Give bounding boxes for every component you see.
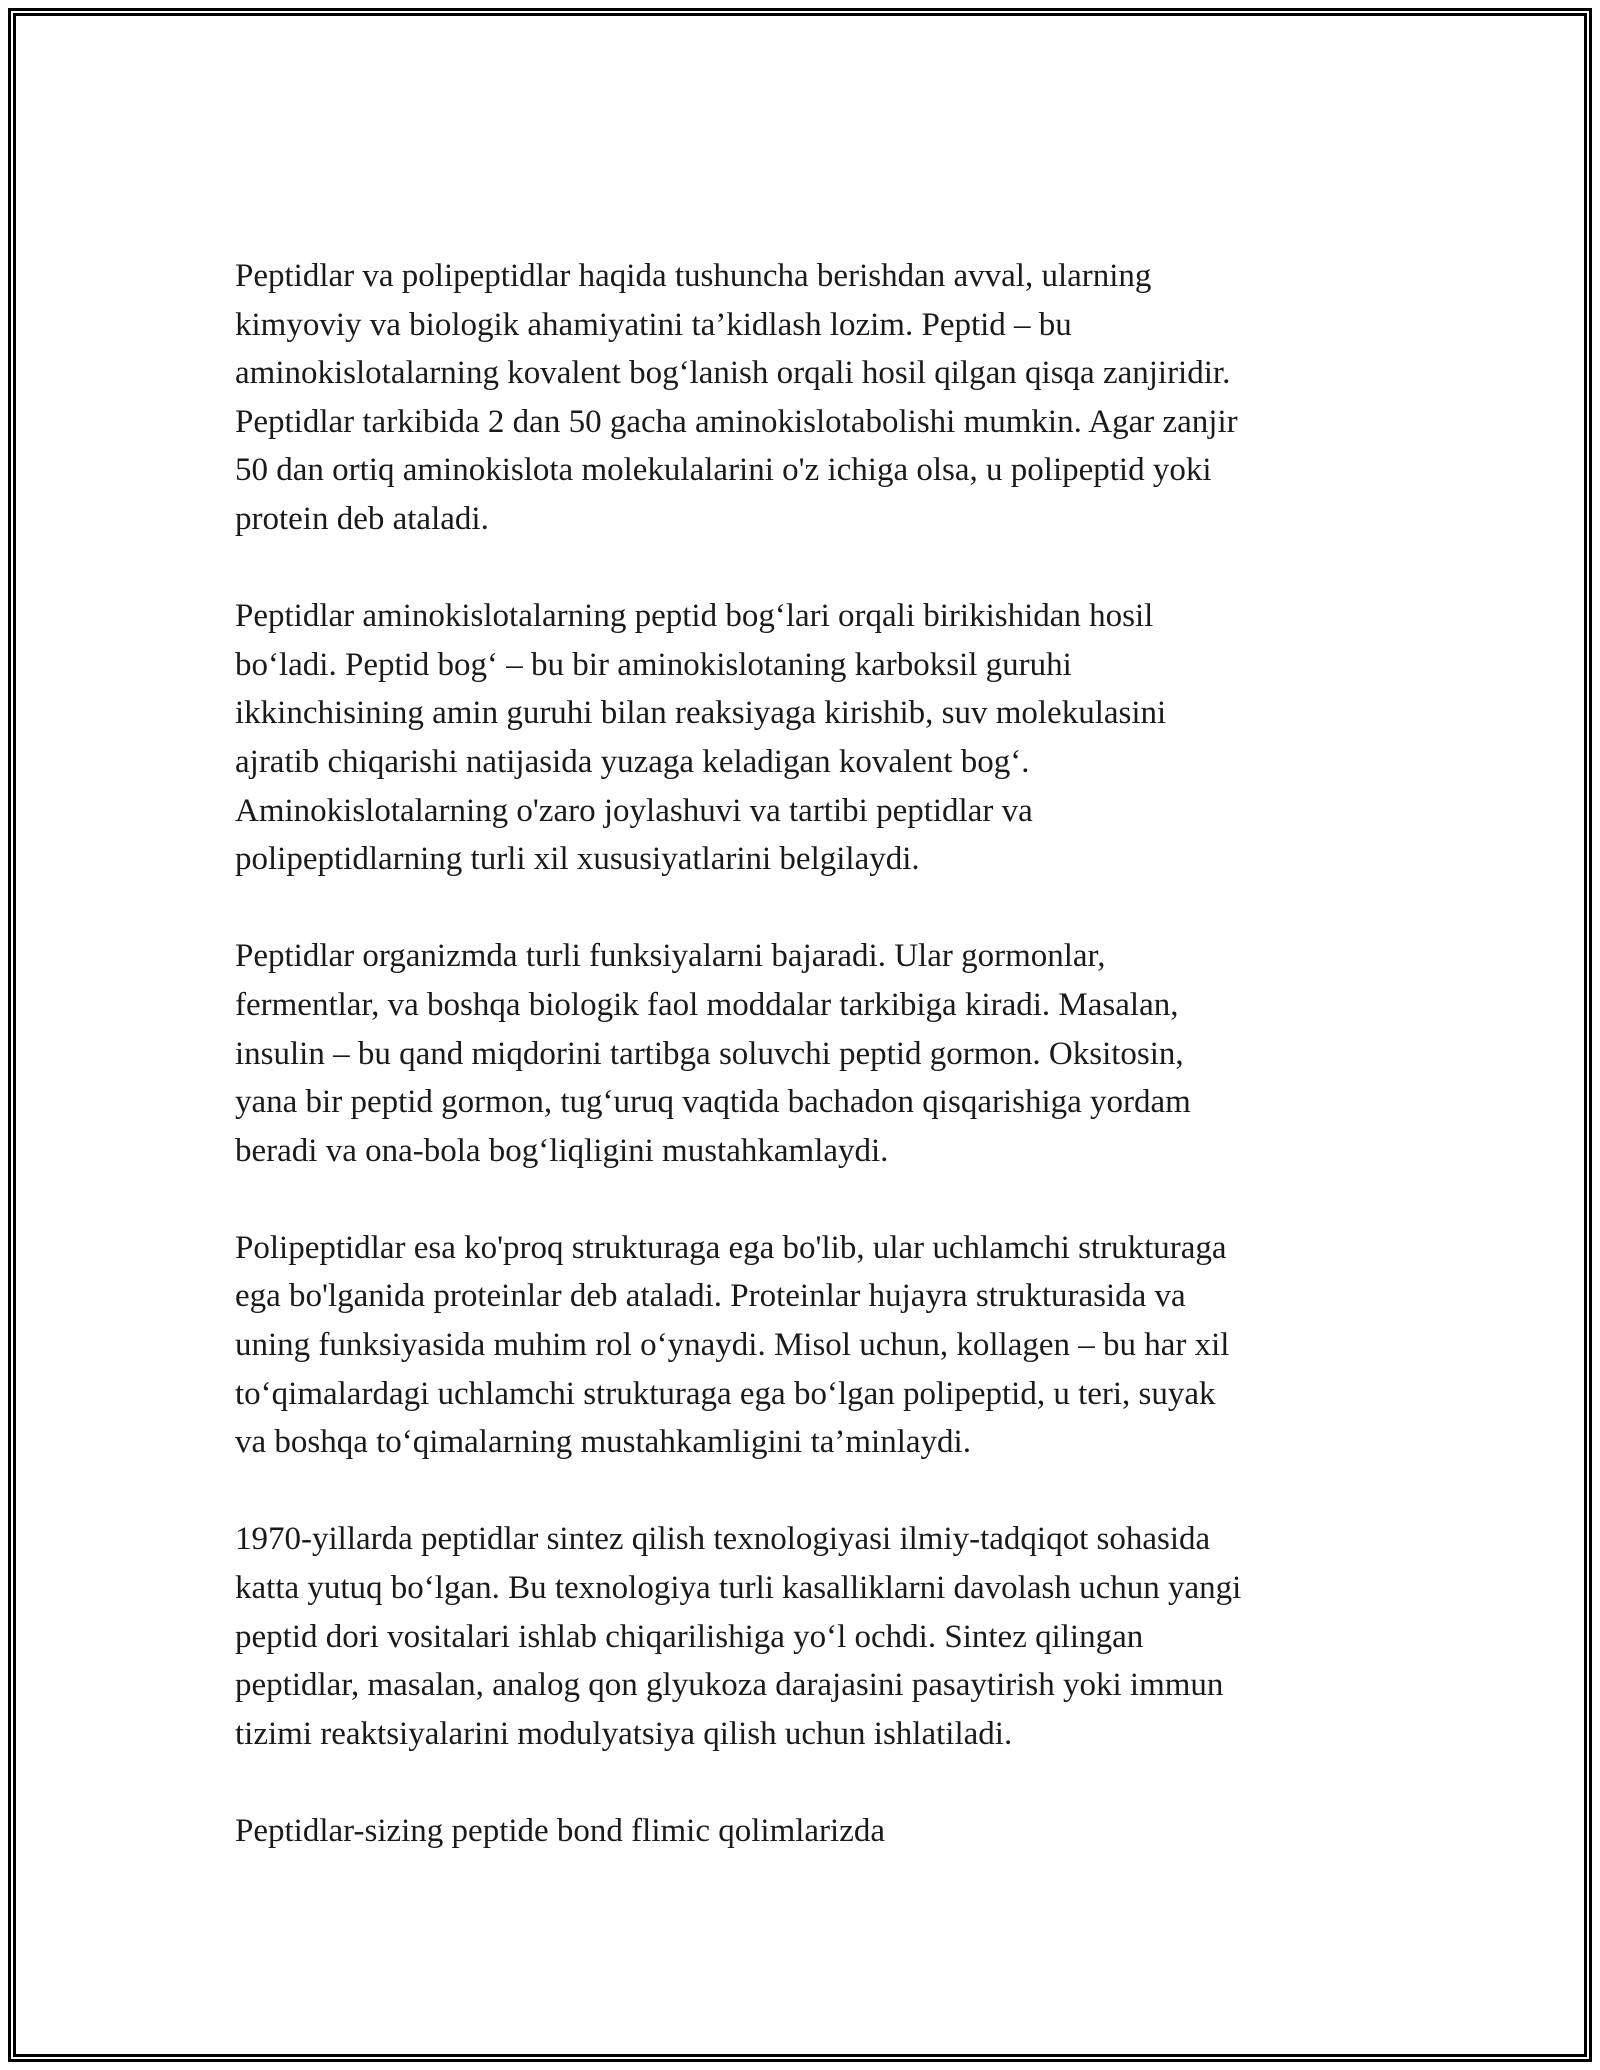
text-line: kimyoviy va biologik ahamiyatini ta’kidlash lozim. Peptid – bu <box>235 306 1072 343</box>
text-line: peptid dori vositalari ishlab chiqarilishiga yo‘l ochdi. Sintez qilingan <box>235 1618 1144 1655</box>
text-line: beradi va ona-bola bog‘liqligini mustahkamlaydi. <box>235 1132 889 1169</box>
text-line: peptidlar, masalan, analog qon glyukoza darajasini pasaytirish yoki immun <box>235 1667 1224 1704</box>
text-line: polipeptidlarning turli xil xususiyatlarini belgilaydi. <box>235 841 920 878</box>
text-line: Peptidlar organizmda turli funksiyalarni bajaradi. Ular gormonlar, <box>235 938 1106 975</box>
text-line: ega bo'lganida proteinlar deb ataladi. Proteinlar hujayra strukturasida va <box>235 1278 1186 1315</box>
text-line: Peptidlar-sizing peptide bond flimic qolimlarizda <box>235 1813 886 1849</box>
paragraph-6 <box>235 1807 1365 1856</box>
text-line: tizimi reaktsiyalarini modulyatsiya qilish uchun ishlatiladi. <box>235 1715 1013 1752</box>
text-line: Peptidlar tarkibida 2 dan 50 gacha aminokislotabolishi mumkin. Agar zanjir <box>235 403 1238 440</box>
text-line: Peptidlar va polipeptidlar haqida tushuncha berishdan avval, ularning <box>235 258 1152 294</box>
document-body <box>235 252 1365 1904</box>
paragraph-2 <box>235 592 1365 884</box>
text-line: 1970-yillarda peptidlar sintez qilish texnologiyasi ilmiy-tadqiqot sohasida <box>235 1521 1211 1558</box>
text-line: insulin – bu qand miqdorini tartibga soluvchi peptid gormon. Oksitosin, <box>235 1035 1184 1072</box>
text-line: to‘qimalardagi uchlamchi strukturaga ega bo‘lgan polipeptid, u teri, suyak <box>235 1375 1216 1412</box>
text-line: Polipeptidlar esa ko'proq strukturaga ega bo'lib, ular uchlamchi strukturaga <box>235 1229 1227 1266</box>
text-line: bo‘ladi. Peptid bog‘ – bu bir aminokislotaning karboksil guruhi <box>235 646 1072 683</box>
text-line: Peptidlar aminokislotalarning peptid bog‘lari orqali birikishidan hosil <box>235 598 1154 635</box>
text-line: yana bir peptid gormon, tug‘uruq vaqtida bachadon qisqarishiga yordam <box>235 1084 1191 1121</box>
text-line: protein deb ataladi. <box>235 500 489 537</box>
text-line: va boshqa to‘qimalarning mustahkamligini ta’minlaydi. <box>235 1424 971 1461</box>
text-line: uning funksiyasida muhim rol o‘ynaydi. Misol uchun, kollagen – bu har xil <box>235 1327 1230 1364</box>
text-line: 50 dan ortiq aminokislota molekulalarini o'z ichiga olsa, u polipeptid yoki <box>235 452 1212 489</box>
text-line: ikkinchisining amin guruhi bilan reaksiyaga kirishib, suv molekulasini <box>235 695 1167 732</box>
paragraph-1 <box>235 252 1365 544</box>
text-line: Aminokislotalarning o'zaro joylashuvi va tartibi peptidlar va <box>235 792 1033 829</box>
text-line: fermentlar, va boshqa biologik faol moddalar tarkibiga kiradi. Masalan, <box>235 986 1179 1023</box>
text-line: katta yutuq bo‘lgan. Bu texnologiya turli kasalliklarni davolash uchun yangi <box>235 1570 1242 1607</box>
text-line: aminokislotalarning kovalent bog‘lanish orqali hosil qilgan qisqa zanjiridir. <box>235 355 1231 392</box>
paragraph-4 <box>235 1224 1365 1467</box>
paragraph-5 <box>235 1515 1365 1758</box>
text-line: ajratib chiqarishi natijasida yuzaga keladigan kovalent bog‘. <box>235 743 1030 780</box>
paragraph-3 <box>235 932 1365 1175</box>
